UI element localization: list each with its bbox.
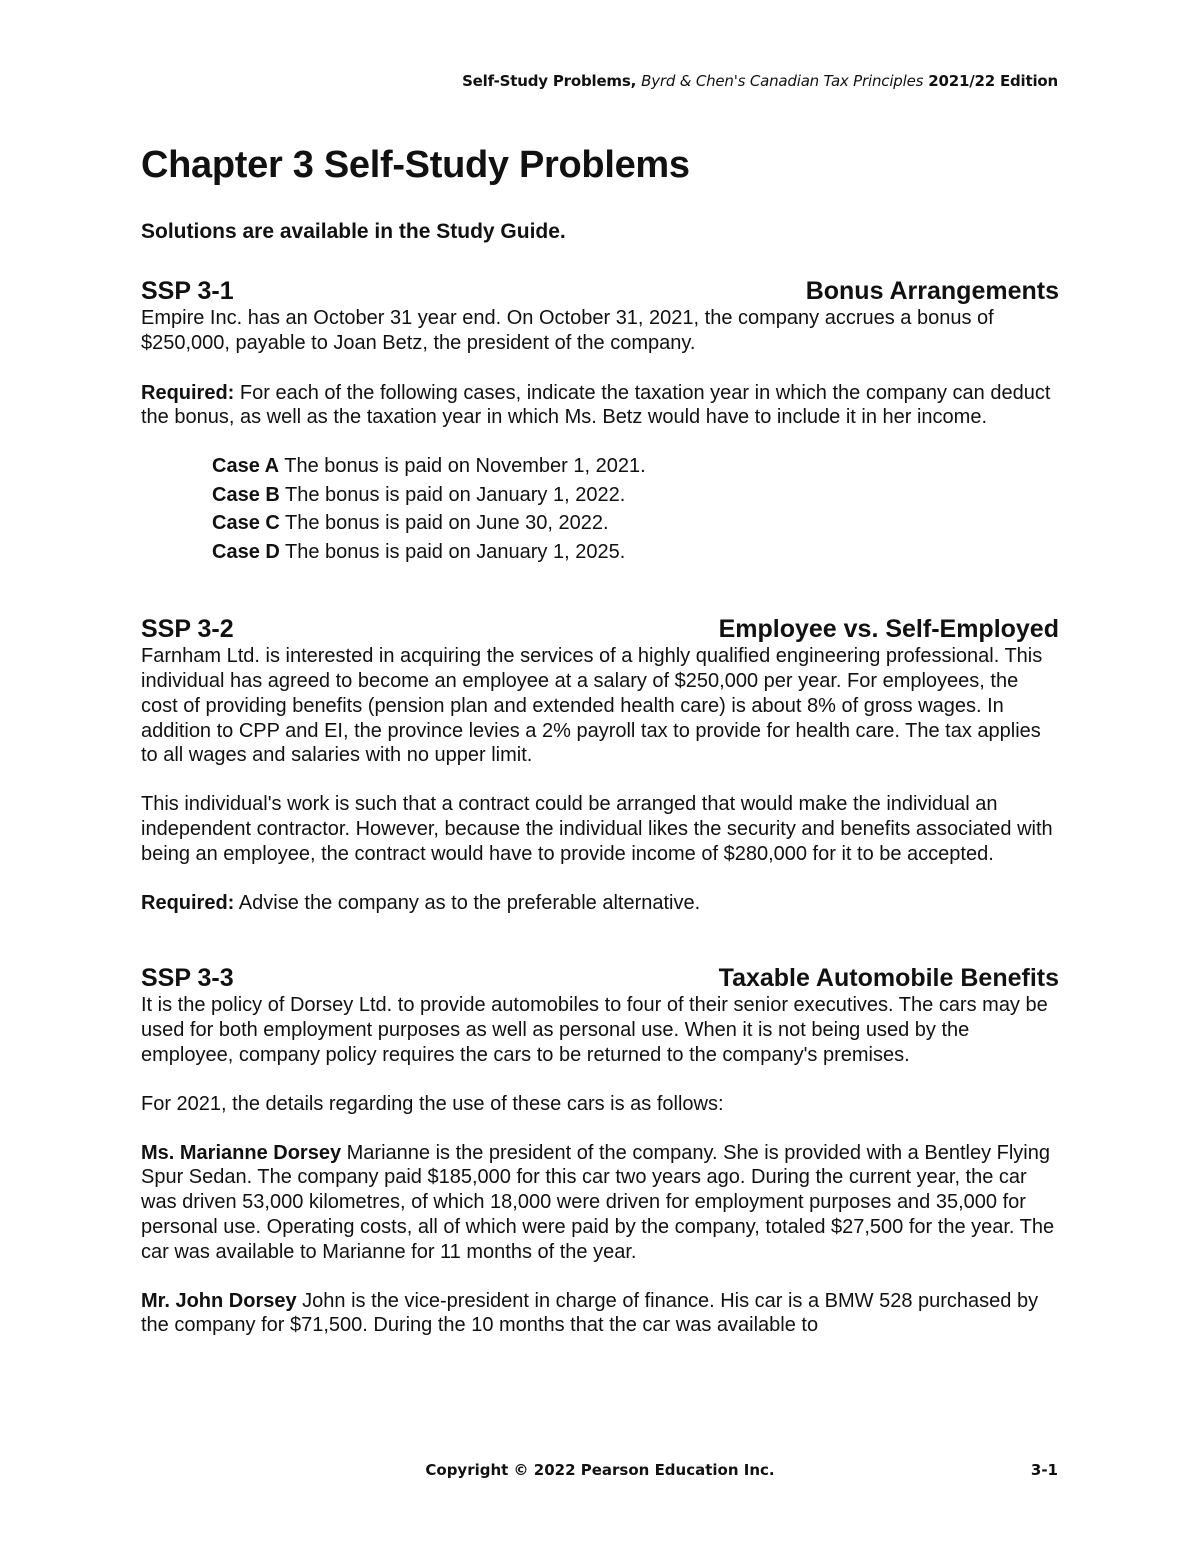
problem-header — [141, 276, 1059, 306]
executive-name: Ms. Marianne Dorsey — [141, 1141, 342, 1164]
problem-ssp-3-3 — [141, 963, 1059, 1338]
required-label: Required: — [141, 381, 235, 404]
page-number: 3-1 — [1030, 1461, 1058, 1479]
case-item — [212, 509, 1059, 538]
problem-paragraph: It is the policy of Dorsey Ltd. to provide automobiles to four of their senior executives. The cars may be used for both employment purposes as well as personal use. When it is not being used by the employee, company policy requires the cars to be returned to the company's premises. — [141, 994, 1048, 1066]
problem-paragraph: This individual's work is such that a contract could be arranged that would make the individual an independent contractor. However, because the individual likes the security and benefits associated with being an employee, the contract would have to provide income of $280,000 for it to be accepted. — [141, 793, 1053, 865]
problem-id: SSP 3-3 — [141, 964, 234, 993]
executive-name: Mr. John Dorsey — [141, 1289, 297, 1312]
case-text: The bonus is paid on January 1, 2025. — [285, 540, 626, 563]
problem-paragraph: Farnham Ltd. is interested in acquiring the services of a highly qualified engineering professional. This individual has agreed to become an employee at a salary of $250,000 per year. For employees, the cost of providing benefits (pension plan and extended health care) is about 8% of gross wages. In addition to CPP and EI, the province levies a 2% payroll tax to provide for health care. The tax applies to all wages and salaries with no upper limit. — [141, 645, 1043, 767]
problem-id: SSP 3-2 — [141, 615, 234, 644]
chapter-title: Chapter 3 Self-Study Problems — [141, 144, 690, 186]
page-content — [141, 140, 1059, 1338]
problem-intro: Empire Inc. has an October 31 year end. On October 31, 2021, the company accrues a bonus of $250,000, payable to Joan Betz, the president of the company. — [141, 307, 994, 354]
required-text: For each of the following cases, indicate the taxation year in which the company can deduct the bonus, as well as the taxation year in which Ms. Betz would have to include it in her income. — [141, 381, 1051, 429]
problem-ssp-3-1 — [141, 276, 1059, 566]
required-paragraph — [141, 381, 1059, 431]
required-text: Advise the company as to the preferable alternative. — [238, 891, 701, 914]
required-paragraph — [141, 891, 1059, 916]
case-text: The bonus is paid on January 1, 2022. — [285, 483, 626, 506]
case-item — [212, 538, 1059, 567]
problem-topic: Taxable Automobile Benefits — [718, 964, 1059, 993]
problem-topic: Employee vs. Self-Employed — [718, 615, 1059, 644]
footer-copyright: Copyright © 2022 Pearson Education Inc. — [425, 1461, 775, 1479]
case-list — [212, 452, 1059, 566]
required-label: Required: — [141, 891, 235, 914]
case-label: Case A — [212, 455, 280, 478]
executive-paragraph — [141, 1141, 1059, 1265]
case-item — [212, 452, 1059, 481]
problem-header — [141, 614, 1059, 644]
executive-paragraph — [141, 1289, 1059, 1339]
executive-details: Marianne is the president of the company. She is provided with a Bentley Flying Spur Sedan. The company paid $185,000 for this car two years ago. During the current year, the car was driven 53,000 kilometres, of which 18,000 were driven for employment purposes and 35,000 for personal use. Operating costs, all of which were paid by the company, totaled $27,500 for the year. The car was available to Marianne for 11 months of the year. — [141, 1141, 1055, 1263]
case-text: The bonus is paid on November 1, 2021. — [284, 455, 646, 478]
case-item — [212, 481, 1059, 510]
case-label: Case D — [212, 540, 280, 563]
problem-topic: Bonus Arrangements — [805, 277, 1059, 305]
case-label: Case C — [212, 512, 280, 535]
problem-header — [141, 963, 1059, 993]
case-text: The bonus is paid on June 30, 2022. — [285, 512, 609, 535]
case-label: Case B — [212, 483, 280, 506]
solutions-note: Solutions are available in the Study Guide. — [141, 220, 566, 243]
header-edition: 2021/22 Edition — [928, 72, 1058, 90]
header-book-title: Byrd & Chen's Canadian Tax Principles — [641, 72, 924, 90]
header-series: Self-Study Problems, — [462, 72, 637, 90]
problem-paragraph: For 2021, the details regarding the use of these cars is as follows: — [141, 1092, 724, 1115]
running-header — [462, 72, 1058, 90]
problem-ssp-3-2 — [141, 614, 1059, 915]
executive-details: John is the vice-president in charge of finance. His car is a BMW 528 purchased by the company for $71,500. During the 10 months that the car was available to — [141, 1289, 1039, 1337]
problem-id: SSP 3-1 — [141, 277, 234, 305]
